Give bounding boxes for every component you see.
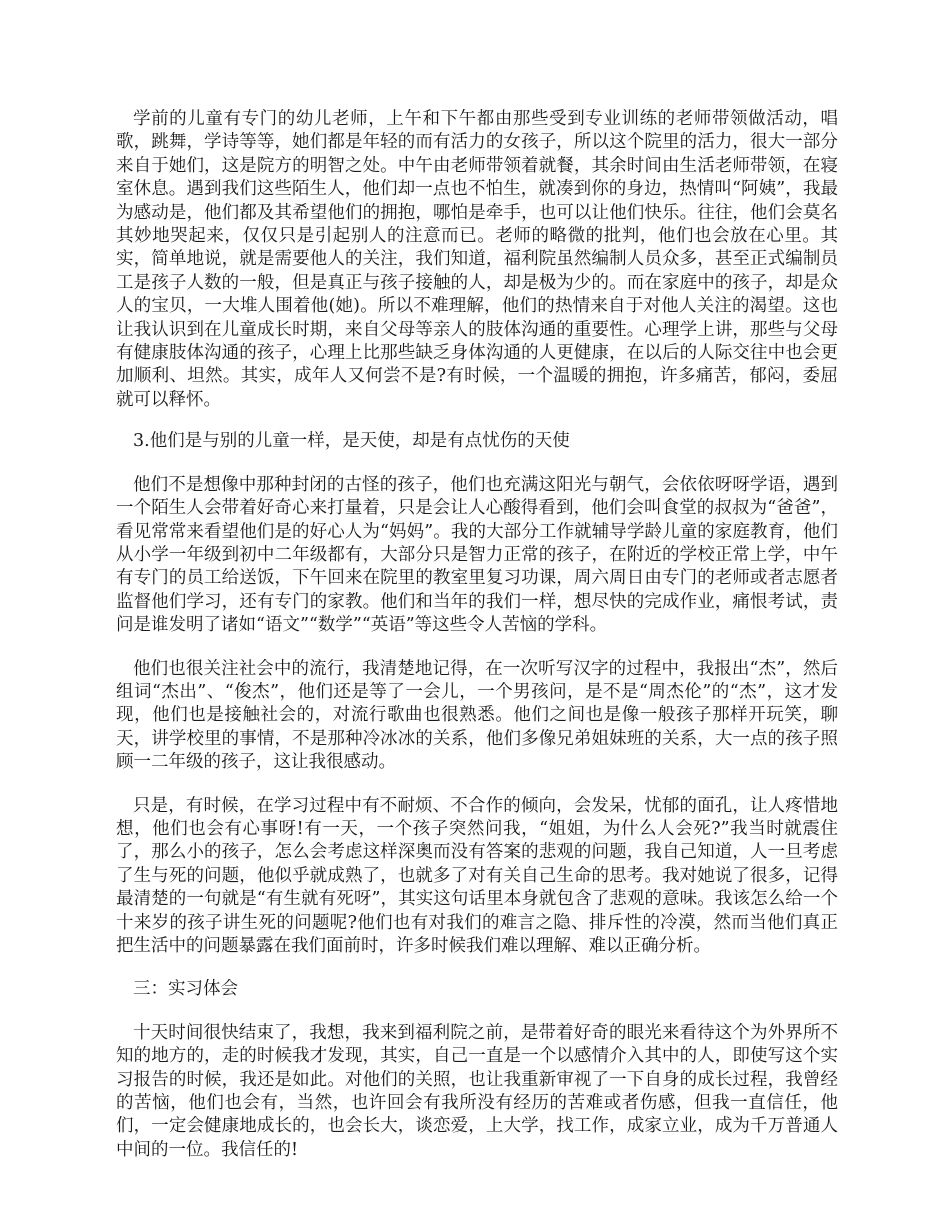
- paragraph-2: 他们不是想像中那种封闭的古怪的孩子，他们也充满这阳光与朝气，会依依呀呀学语，遇到一个陌生人会带着好奇心来打量着，只是会让人心酸得看到，他们会叫食堂的叔叔为“爸爸”，看见常常来看望他们是的好心人为“妈妈”。我的大部分工作就辅导学龄儿童的家庭教育，他们从小学一年级到初中二年级都有，大部分只是智力正常的孩子，在附近的学校正常上学，中午有专门的员工给送饭，下午回来在院里的教室里复习功课，周六周日由专门的老师或者志愿者监督他们学习，还有专门的家教。他们和当年的我们一样，想尽快的完成作业，痛恨考试，责问是谁发明了诸如“语文”“数学”“英语”等这些令人苦恼的学科。: [116, 474, 838, 636]
- paragraph-1: 学前的儿童有专门的幼儿老师，上午和下午都由那些受到专业训练的老师带领做活动，唱歌，跳舞，学诗等等，她们都是年轻的而有活力的女孩子，所以这个院里的活力，很大一部分来自于她们，这是院方的明智之处。中午由老师带领着就餐，其余时间由生活老师带领，在寝室休息。遇到我们这些陌生人，他们却一点也不怕生，就凑到你的身边，热情叫“阿姨”，我最为感动是，他们都及其希望他们的拥抱，哪怕是牵手，也可以让他们快乐。往往，他们会莫名其妙地哭起来，仅仅只是引起别人的注意而已。老师的略微的批判，他们也会放在心里。其实，简单地说，就是需要他人的关注，我们知道，福利院虽然编制人员众多，甚至正式编制员工是孩子人数的一般，但是真正与孩子接触的人，却是极为少的。而在家庭中的孩子，却是众人的宝贝，一大堆人围着他(她)。所以不难理解，他们的热情来自于对他人关注的渴望。这也让我认识到在儿童成长时期，来自父母等亲人的肢体沟通的重要性。心理学上讲，那些与父母有健康肢体沟通的孩子，心理上比那些缺乏身体沟通的人更健康，在以后的人际交往中也会更加顺利、坦然。其实，成年人又何尝不是?有时候，一个温暖的拥抱，许多痛苦，郁闷，委屈就可以释怀。: [116, 109, 838, 410]
- paragraph-3: 他们也很关注社会中的流行，我清楚地记得，在一次听写汉字的过程中，我报出“杰”，然后组词“杰出”、“俊杰”，他们还是等了一会儿，一个男孩问，是不是“周杰伦”的“杰”，这才发现，他们也是接触社会的，对流行歌曲也很熟悉。他们之间也是像一般孩子那样开玩笑，聊天，讲学校里的事情，不是那种冷冰冰的关系，他们多像兄弟姐妹班的关系，大一点的孩子照顾一二年级的孩子，这让我很感动。: [116, 658, 838, 773]
- paragraph-gap: [116, 1002, 838, 1022]
- paragraph-gap: [116, 412, 838, 430]
- paragraph-gap: [116, 454, 838, 474]
- paragraph-gap: [116, 638, 838, 658]
- section-heading-3: 3.他们是与别的儿童一样，是天使，却是有点忧伤的天使: [133, 431, 570, 452]
- document-body: [116, 108, 838, 1162]
- paragraph-gap: [116, 958, 838, 978]
- paragraph-4: 只是，有时候，在学习过程中有不耐烦、不合作的倾向，会发呆，忧郁的面孔，让人疼惜地想，他们也会有心事呀!有一天，一个孩子突然问我，“姐姐，为什么人会死?”我当时就震住了，那么小的孩子，怎么会考虑这样深奥而没有答案的悲观的问题，我自己知道，人一旦考虑了生与死的问题，他似乎就成熟了，也就多了对有关自己生命的思考。我对她说了很多，记得最清楚的一句就是“有生就有死呀”，其实这句话里本身就包含了悲观的意味。我该怎么给一个十来岁的孩子讲生死的问题呢?他们也有对我们的难言之隐、排斥性的冷漠，然而当他们真正把生活中的问题暴露在我们面前时，许多时候我们难以理解、难以正确分析。: [116, 795, 838, 956]
- paragraph-gap: [116, 775, 838, 795]
- section-heading-practice: 三：实习体会: [133, 979, 238, 1000]
- paragraph-5: 十天时间很快结束了，我想，我来到福利院之前，是带着好奇的眼光来看待这个为外界所不知的地方的，走的时候我才发现，其实，自己一直是一个以感情介入其中的人，即使写这个实习报告的时候，我还是如此。对他们的关照，也让我重新审视了一下自身的成长过程，我曾经的苦恼，他们也会有，当然，也许回会有我所没有经历的苦难或者伤感，但我一直信任，他们，一定会健康地成长的，也会长大，谈恋爱，上大学，找工作，成家立业，成为千万普通人中间的一位。我信任的!: [116, 1022, 838, 1160]
